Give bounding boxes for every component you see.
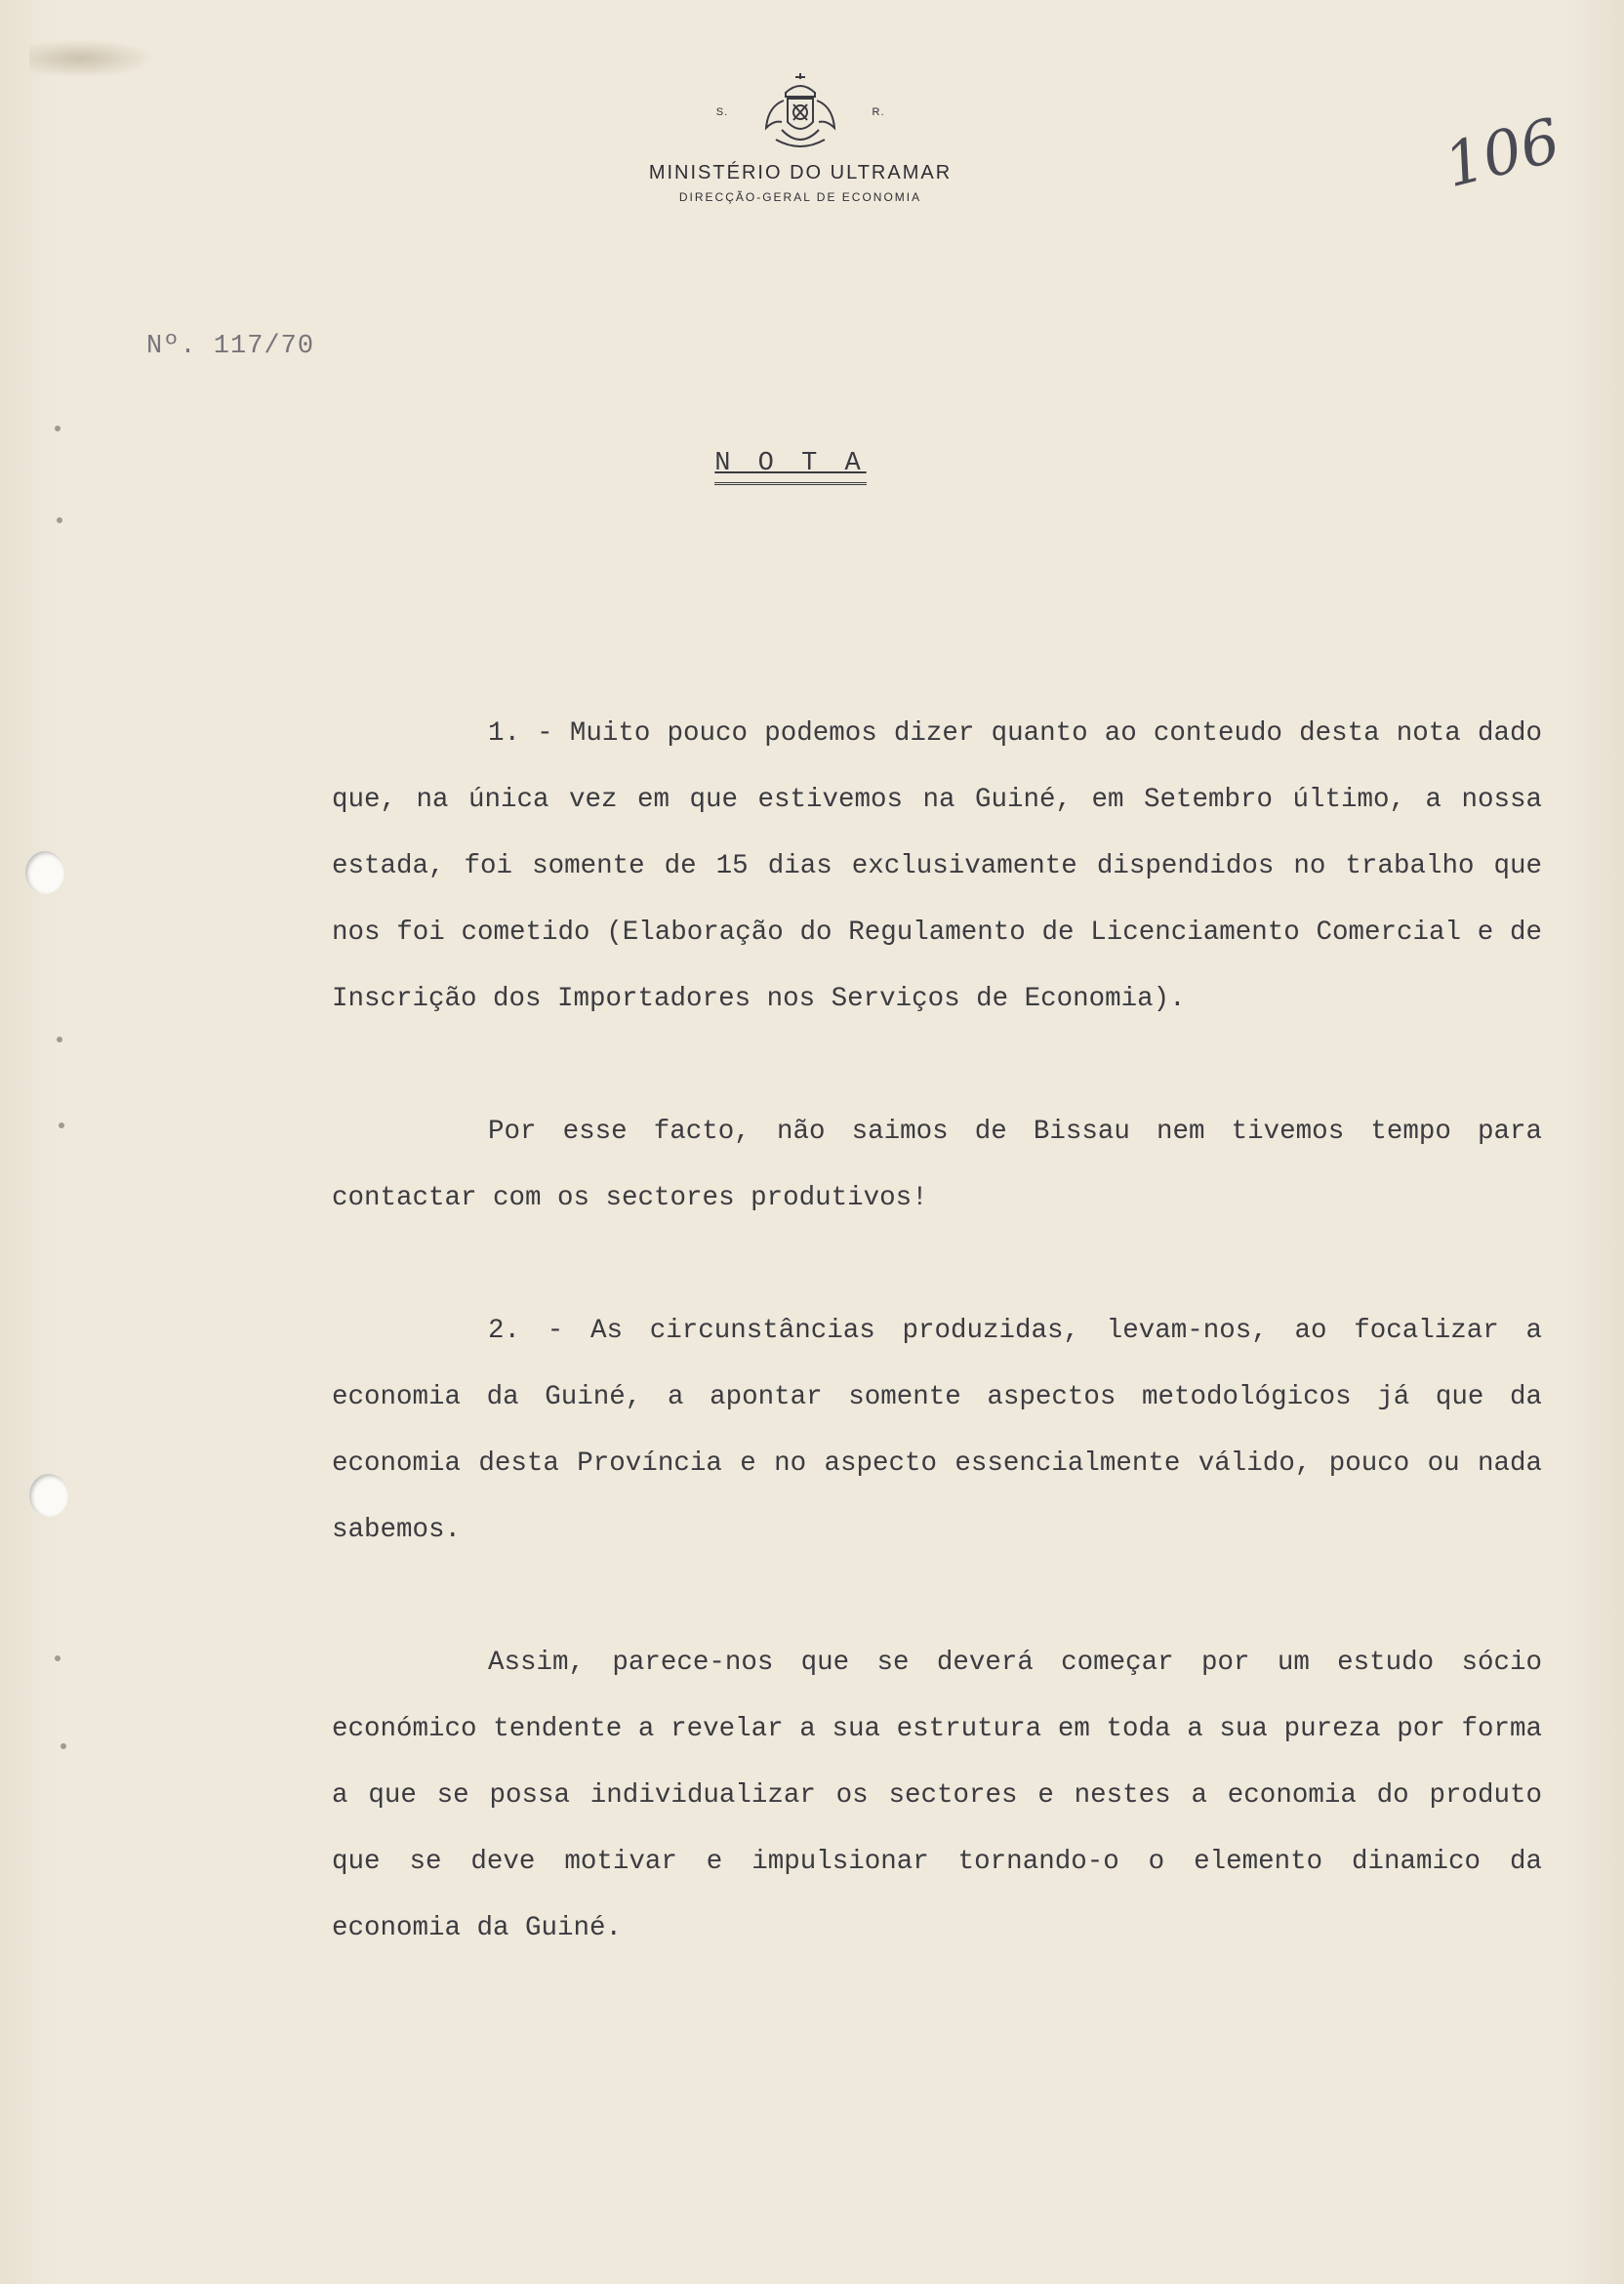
- margin-mark: [57, 517, 62, 523]
- letterhead: [576, 68, 1025, 204]
- handwritten-page-number: 106: [1437, 103, 1567, 202]
- margin-mark: [55, 1655, 61, 1661]
- punch-hole-top: [25, 851, 64, 894]
- letterhead-left-initial: S.: [715, 106, 729, 118]
- paragraph-3: 2. - As circunstâncias produzidas, levam-nos, ao focalizar a economia da Guiné, a apontar somente aspectos metodológicos já que da economia desta Província e no aspecto essencialmente válido, pouco ou nada sabemos.: [332, 1316, 1542, 1545]
- margin-mark: [55, 426, 61, 431]
- paragraph-4: Assim, parece-nos que se deverá começar por um estudo sócio económico tendente a revelar a sua estrutura em toda a sua pureza por forma a que se possa individualizar os sectores e nestes a economia do produto que se deve motivar e impulsionar tornando-o o elemento dinamico da economia da Guiné.: [332, 1648, 1542, 1943]
- paragraph-2: Por esse facto, não saimos de Bissau nem tivemos tempo para contactar com os sectores produtivos!: [332, 1117, 1542, 1213]
- document-title-text: N O T A: [714, 449, 866, 485]
- margin-mark: [59, 1122, 64, 1128]
- paragraph-1: 1. - Muito pouco podemos dizer quanto ao conteudo desta nota dado que, na única vez em que estivemos na Guiné, em Setembro último, a nossa estada, foi somente de 15 dias exclusivamente dispendidos no trabalho que nos foi cometido (Elaboração do Regulamento de Licenciamento Comercial e de Inscrição dos Importadores nos Serviços de Economia).: [332, 718, 1542, 1014]
- ministry-name: MINISTÉRIO DO ULTRAMAR: [648, 162, 953, 184]
- punch-hole-bottom: [29, 1474, 68, 1517]
- document-title: [586, 449, 995, 485]
- directorate-name: DIRECÇÃO-GERAL DE ECONOMIA: [678, 190, 922, 204]
- margin-mark: [57, 1037, 62, 1042]
- document-body: [332, 701, 1542, 1962]
- letterhead-right-initial: R.: [872, 106, 885, 118]
- margin-mark: [61, 1743, 66, 1749]
- reference-number: Nº. 117/70: [146, 332, 315, 361]
- coat-of-arms-icon: [756, 71, 844, 153]
- paper-stain: [29, 39, 156, 78]
